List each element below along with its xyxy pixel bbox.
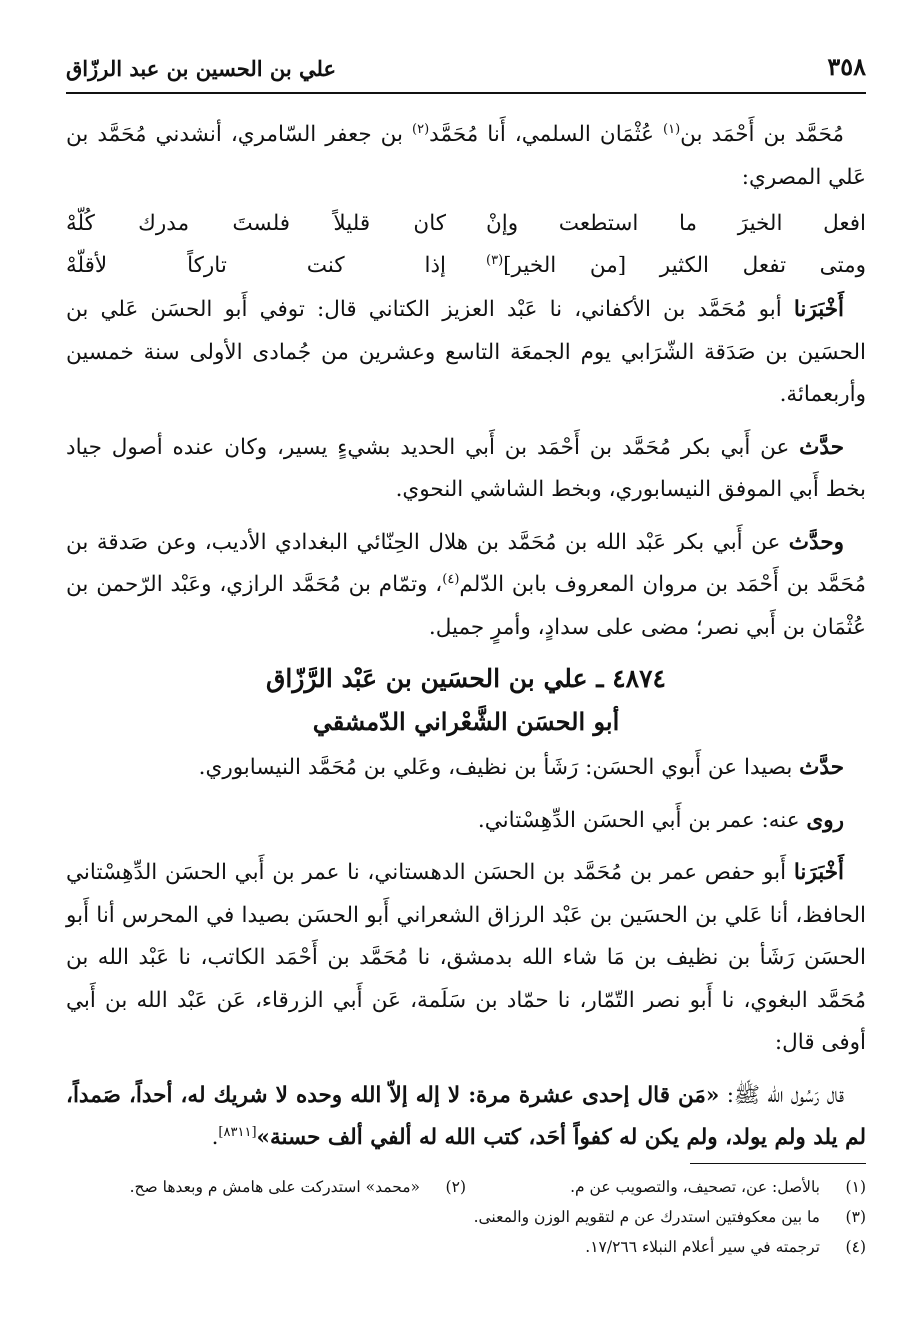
footnote-text: ترجمته في سير أعلام النبلاء ١٧/٢٦٦. <box>585 1238 820 1256</box>
entry-subtitle: أبو الحسَن الشَّعْراني الدّمشقي <box>312 707 620 736</box>
paragraph-text: أبو مُحَمَّد بن الأكفاني، نا عَبْد العزيز الكتاني قال: توفي أَبو الحسَن عَلي بن الحسَين بن صَدَقة الشّرَابي يوم الجمعَة التاسع وعشرين من جُمادى الأولى سنة خمسين وأربعمائة. <box>66 297 866 407</box>
footnote-row <box>66 1202 866 1232</box>
paragraph-narration <box>66 522 866 650</box>
footnote-separator <box>690 1163 866 1164</box>
footnote-number: (١) <box>845 1178 866 1196</box>
footnote-number: (٤) <box>845 1238 866 1256</box>
poem-hemistich: إذا كنت تاركاً لأقلّهْ <box>66 253 446 278</box>
entry-title: ٤٨٧٤ ـ علي بن الحسَين بن عَبْد الرَّزّاق <box>266 664 666 693</box>
poem-hemistich: افعل الخيرَ ما استطعت وإنْ <box>486 211 866 236</box>
lead-word: روى <box>806 807 844 833</box>
paragraph-death-report <box>66 289 866 417</box>
hadith-text: «مَن قال إحدى عشرة مرة: لا إله إلاّ الله وحده لا شريك له، أحداً، صَمداً، لم يلد ولم يولد، ولم يكن له كفواً أحَد، كتب الله له ألفي ألف حسنة» <box>66 1082 866 1150</box>
footnote-text: بالأصل: عن، تصحيف، والتصويب عن م. <box>570 1178 820 1196</box>
footnote <box>466 1172 866 1202</box>
hadith-reference: [٨٣١١] <box>218 1124 257 1140</box>
paragraph-text: . <box>211 1125 219 1150</box>
footnote-marker[interactable]: (١) <box>663 121 681 137</box>
paragraph-isnad <box>66 852 866 1065</box>
footnote <box>66 1172 466 1202</box>
paragraph-text: ، وتمّام بن مُحَمَّد الرازي، وعَبْد الرّحمن بن عُثْمَان بن أَبي نصر؛ مضى على سدادٍ، وأمرٍ جميل. <box>66 572 866 640</box>
footnote-marker[interactable]: (٣) <box>486 252 504 268</box>
running-head: علي بن الحسين بن عبد الرزّاق <box>66 56 337 81</box>
paragraph-text: عن أَبي بكر عَبْد الله بن مُحَمَّد بن هلال الحِنّائي البغدادي الأديب، وعن صَدقة بن مُحَمَّد بن أَحْمَد بن مروان المعروف بابن الدّلم <box>66 529 866 597</box>
lead-word: أَخْبَرَنا <box>793 860 844 885</box>
lead-word: وحدَّث <box>788 529 844 555</box>
paragraph-hadith <box>66 1075 866 1160</box>
footnote-marker[interactable]: (٢) <box>412 121 430 137</box>
lead-word: حدَّث <box>799 755 844 780</box>
paragraph-text: بن جعفر السّامري، أنشدني مُحَمَّد بن عَلي المصري: <box>66 122 866 190</box>
footnote-number: (٣) <box>845 1208 866 1226</box>
paragraph-chain-of-narration <box>66 114 866 199</box>
footnote <box>66 1232 866 1262</box>
footnote-row <box>66 1232 866 1262</box>
footnote-text: ما بين معكوفتين استدرك عن م لتقويم الوزن والمعنى. <box>473 1208 820 1226</box>
footnote-number: (٢) <box>445 1178 466 1196</box>
paragraph-text: قال رَسُول الله ﷺ: <box>719 1082 844 1108</box>
main-text <box>66 114 866 1160</box>
paragraph-narration <box>66 747 866 790</box>
paragraph-text: عن أَبي بكر مُحَمَّد بن أَحْمَد بن أَبي الحديد بشيءٍ يسير، وكان عنده أصول جياد بخط أَبي الموفق النيسابوري، وبخط الشاشي النحوي. <box>66 434 866 502</box>
poem-verse <box>66 203 866 245</box>
paragraph-text: مُحَمَّد بن أَحْمَد بن <box>680 122 844 147</box>
paragraph-text: عُثْمَان السلمي، أَنا مُحَمَّد <box>429 122 664 147</box>
page-header <box>66 50 866 94</box>
paragraph-text: أَبو حفص عمر بن مُحَمَّد بن الحسَن الدهستاني، نا عمر بن أَبي الحسَن الدِّهِسْتاني الحافظ، أنا عَلي بن الحسَين بن عَبْد الرزاق الشعراني أَبو الحسَن بصيدا في المحرس أنا أَبو الحسَن رَشَأ بن نظيف بن مَا شاء الله بدمشق، نا مُحَمَّد بن أَحْمَد الكاتب، نا عَبْد الله بن مُحَمَّد البغوي، نا أَبو نصر التّمّار، نا حمّاد بن سَلَمة، عَن أَبي الزرقاء، عَن عَبْد الله بن أَبي أوفى قال: <box>66 860 866 1055</box>
paragraph-text: بصيدا عن أَبوي الحسَن: رَشَأ بن نظيف، وعَلي بن مُحَمَّد النيسابوري. <box>198 755 800 780</box>
paragraph-text: عنه: عمر بن أَبي الحسَن الدِّهِسْتاني. <box>477 807 807 833</box>
footnote-marker[interactable]: (٤) <box>442 571 460 587</box>
footnotes <box>66 1172 866 1262</box>
lead-word: أَخْبَرَنا <box>793 297 844 322</box>
poem-hemistich-text: ومتى تفعل الكثير [من الخير] <box>503 253 866 278</box>
footnote-row <box>66 1172 866 1202</box>
paragraph-narration <box>66 427 866 512</box>
poem <box>66 203 866 287</box>
poem-hemistich: كان قليلاً فلستَ مدرك كُلّهْ <box>66 211 446 236</box>
lead-word: حدَّث <box>799 434 844 460</box>
page-number: ٣٥٨ <box>827 52 866 81</box>
footnote-text: «محمد» استدركت على هامش م وبعدها صح. <box>129 1178 420 1196</box>
poem-hemistich <box>486 245 866 287</box>
poem-verse <box>66 245 866 287</box>
footnote <box>66 1202 866 1232</box>
paragraph-narrators <box>66 800 866 843</box>
header-rule <box>66 92 866 94</box>
